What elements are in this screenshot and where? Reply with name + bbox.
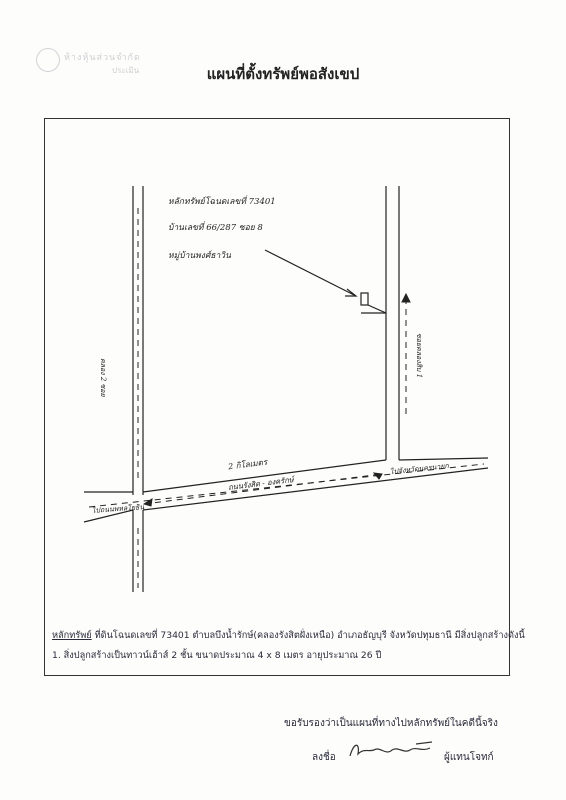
handwritten-signature [346,738,438,762]
pointer-arrow-line [265,250,356,296]
location-map [44,118,510,618]
page-title: แผนที่ตั้งทรัพย์พอสังเขป [206,65,360,83]
map-drawing [44,118,510,618]
handwritten-distance: 2 กิโลเมตร [227,457,268,472]
handwritten-village: หมู่บ้านพงศ์ธาวิน [168,251,231,261]
handwritten-house: บ้านเลขที่ 66/287 ซอย 8 [168,223,263,233]
property-note-text: ที่ดินโฉนดเลขที่ 73401 ตำบลบึงน้ำรักษ์(คลองรังสิตฝั่งเหนือ) อำเภอธัญบุรี จังหวัดปทุมธานี มีสิ่งปลูกสร้างดังนี้ [94,630,525,641]
pointer-arrow-head [345,289,356,296]
distance-arrow-head-left [144,499,152,506]
handwritten-right-road: ไปจังหวัดนครนายก [389,461,450,477]
property-note-prefix: หลักทรัพย์ [52,630,92,641]
vertical-arrow-head [402,294,410,302]
handwritten-deed: หลักทรัพย์โฉนดเลขที่ 73401 [168,197,276,207]
handwritten-right-side-road: ซอยคลองสิบ 1 [415,333,423,379]
handwritten-left-side-road: คลอง 2 ซอย [99,358,107,397]
handwritten-main-road: ถนนรังสิต - องครักษ์ [227,475,295,492]
logo-subtext: ประเมิน [112,66,140,75]
certification-text: ขอรับรองว่าเป็นแผนที่ทางไปหลักทรัพย์ในคดีนี้จริง [284,718,498,729]
property-note-line2: 1. สิ่งปลูกสร้างเป็นทาวน์เฮ้าส์ 2 ชั้น ขนาดประมาณ 4 x 8 เมตร อายุประมาณ 26 ปี [52,650,382,661]
property-lane [368,305,386,313]
logo-text: ห้างหุ้นส่วนจำกัด [64,53,141,63]
property-note-line1 [52,628,525,643]
signature-label: ลงชื่อ [312,752,336,763]
property-marker [361,293,368,305]
signer-role: ผู้แทนโจทก์ [444,752,494,763]
handwritten-left-road: ไปถนนพหลโยธิน [91,503,145,515]
